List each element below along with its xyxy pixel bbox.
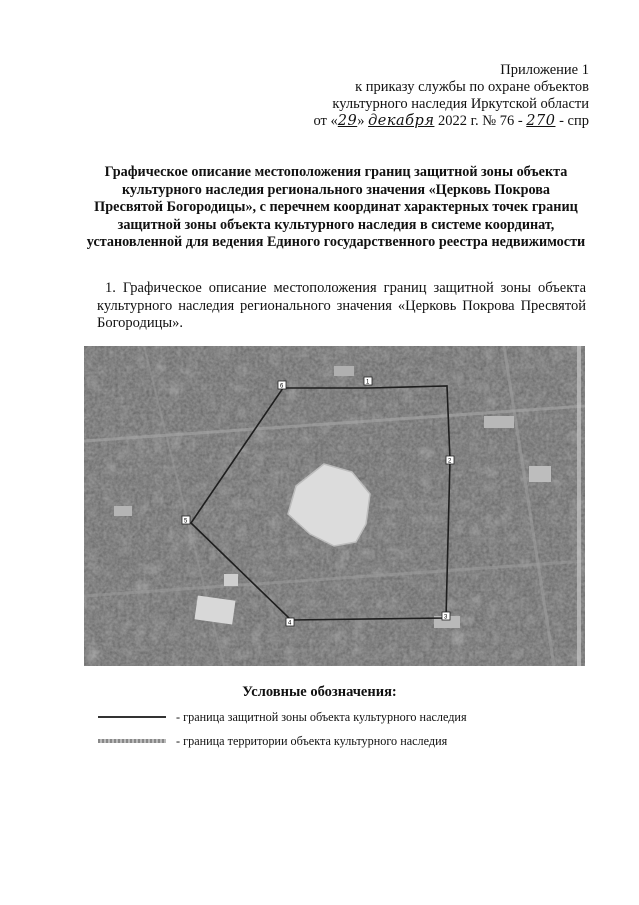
building (529, 466, 551, 482)
document-title: Графическое описание местоположения границ защитной зоны объекта культурного наследия регионального значения «Церковь Покрова Пресвятой Богородицы», с перечнем координат характерных точек границ защитной зоны объекта культурного наследия в системе координат, установленной для ведения Единого государственного реестра недвижимости (86, 164, 586, 251)
legend-item-label: - граница территории объекта культурного наследия (176, 733, 448, 748)
point-label-2: 2 (448, 458, 452, 465)
point-label-4: 4 (288, 620, 292, 627)
map-svg (84, 346, 585, 666)
date-month: декабря (368, 113, 435, 129)
legend-item-zone (98, 709, 467, 725)
order-suffix: - спр (555, 113, 589, 129)
satellite-map (84, 346, 585, 666)
date-prefix: от « (313, 113, 338, 129)
section-paragraph: 1. Графическое описание местоположения границ защитной зоны объекта культурного наследия регионального значения «Церковь Покрова Пресвятой Богородицы». (97, 280, 586, 331)
point-marker-2 (446, 456, 454, 465)
point-marker-6 (278, 381, 286, 390)
legend-dark-line-swatch (98, 716, 166, 718)
appendix-line-1: Приложение 1 (500, 62, 589, 78)
appendix-line-2: к приказу службы по охране объектов (355, 79, 589, 95)
building (484, 416, 514, 428)
order-number: 270 (526, 113, 556, 129)
building (224, 574, 238, 586)
legend-title: Условные обозначения: (242, 684, 397, 700)
point-label-5: 5 (184, 518, 188, 525)
building (334, 366, 354, 376)
point-label-6: 6 (280, 383, 284, 390)
building (114, 506, 132, 516)
point-marker-3 (442, 612, 450, 621)
point-label-1: 1 (366, 379, 370, 386)
legend-item-territory (98, 733, 447, 749)
appendix-date-line (169, 113, 589, 130)
point-label-3: 3 (444, 614, 448, 621)
date-day: 29 (337, 113, 358, 129)
date-mid: » (357, 113, 369, 129)
legend-light-line-swatch (98, 739, 166, 743)
date-year: 2022 г. № 76 - (434, 113, 527, 129)
point-marker-4 (286, 618, 294, 627)
point-marker-1 (364, 377, 372, 386)
point-marker-5 (182, 516, 190, 525)
appendix-header (169, 62, 589, 130)
appendix-line-3: культурного наследия Иркутской области (332, 96, 589, 112)
legend-item-label: - граница защитной зоны объекта культурного наследия (176, 709, 467, 724)
